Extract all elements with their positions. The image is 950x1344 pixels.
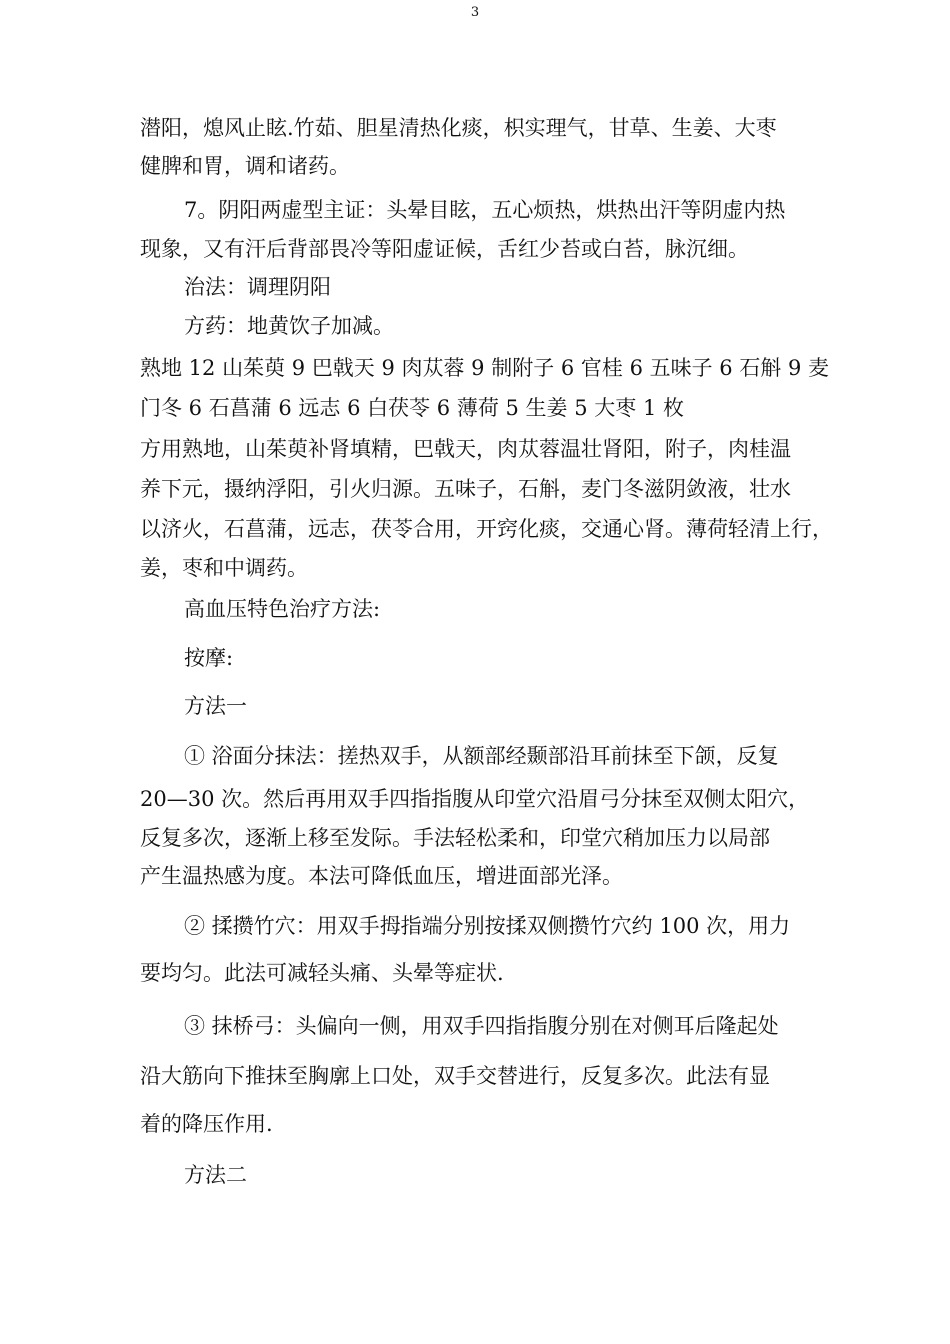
- text-line: 以济火，石菖蒲，远志，茯苓合用，开窍化痰，交通心肾。薄荷轻清上行，: [140, 517, 833, 541]
- text-line: 门冬 6 石菖蒲 6 远志 6 白茯苓 6 薄荷 5 生姜 5 大枣 1 枚: [140, 396, 684, 420]
- text-line: 方药：地黄饮子加减。: [184, 314, 394, 338]
- text-line: 姜，枣和中调药。: [140, 556, 308, 580]
- text-line: 潜阳，熄风止眩.竹茹、胆星清热化痰，枳实理气，甘草、生姜、大枣: [140, 116, 777, 140]
- text-line: 沿大筋向下推抹至胸廓上口处，双手交替进行，反复多次。此法有显: [140, 1064, 770, 1088]
- text-line: 着的降压作用.: [140, 1112, 273, 1136]
- text-line: 20—30 次。然后再用双手四指指腹从印堂穴沿眉弓分抹至双侧太阳穴，: [140, 787, 810, 811]
- text-line: 熟地 12 山茱萸 9 巴戟天 9 肉苁蓉 9 制附子 6 官桂 6 五味子 6 石斛 9 麦: [140, 356, 830, 380]
- text-line: 7。阴阳两虚型主证：头晕目眩，五心烦热，烘热出汗等阴虚内热: [184, 198, 786, 222]
- text-line: ① 浴面分抹法：搓热双手，从额部经颞部沿耳前抹至下颌，反复: [184, 744, 779, 768]
- text-line: 治法：调理阴阳: [184, 275, 331, 299]
- text-line: ③ 抹桥弓：头偏向一侧，用双手四指指腹分别在对侧耳后隆起处: [184, 1014, 779, 1038]
- text-line: 要均匀。此法可减轻头痛、头晕等症状.: [140, 961, 504, 985]
- text-line: 方用熟地，山茱萸补肾填精，巴戟天，肉苁蓉温壮肾阳，附子，肉桂温: [140, 437, 791, 461]
- section-heading: 高血压特色治疗方法:: [184, 597, 381, 621]
- section-heading: 按摩:: [184, 646, 234, 670]
- text-line: 反复多次，逐渐上移至发际。手法轻松柔和，印堂穴稍加压力以局部: [140, 826, 770, 850]
- text-line: 产生温热感为度。本法可降低血压，增进面部光泽。: [140, 864, 623, 888]
- section-heading: 方法二: [184, 1163, 247, 1187]
- text-line: 养下元，摄纳浮阳，引火归源。五味子，石斛，麦门冬滋阴敛液，壮水: [140, 477, 791, 501]
- section-heading: 方法一: [184, 694, 247, 718]
- text-line: 健脾和胃，调和诸药。: [140, 154, 350, 178]
- page-number: 3: [470, 5, 480, 20]
- text-line: 现象，又有汗后背部畏冷等阳虚证候，舌红少苔或白苔，脉沉细。: [140, 237, 749, 261]
- text-line: ② 揉攒竹穴：用双手拇指端分别按揉双侧攒竹穴约 100 次，用力: [184, 914, 791, 938]
